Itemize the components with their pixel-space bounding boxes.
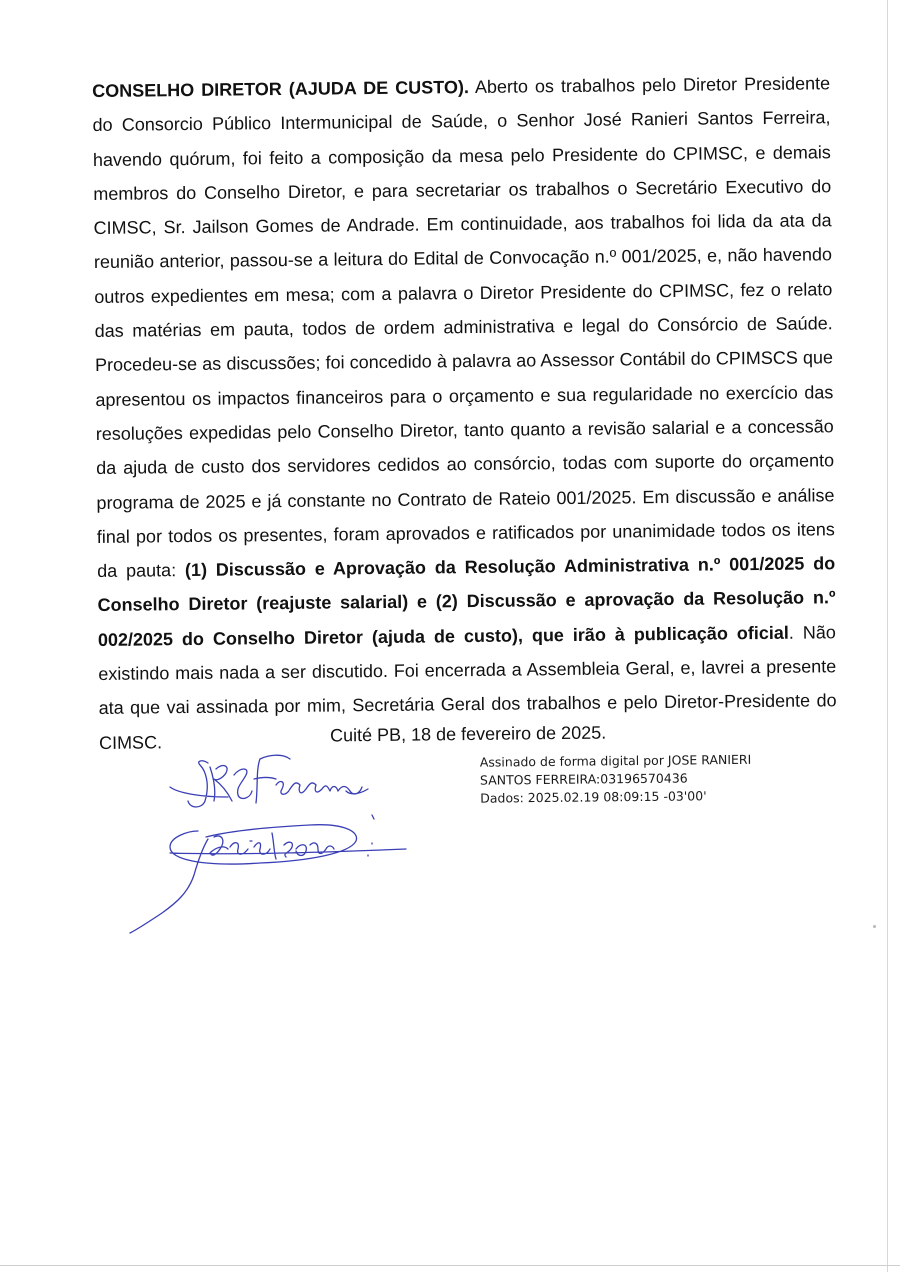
scan-speck [873, 925, 876, 928]
signature-ferreira [170, 755, 368, 807]
paragraph-text-part1: Aberto os trabalhos pelo Diretor Presidente do Consorcio Público Intermunicipal de Saúde, o Senhor José Ranieri Santos Ferreira, havendo quórum, foi feito a composição da mesa pelo Presidente do CPIMSC, e demais membros do Conselho Diretor, e para secretariar os trabalhos o Secretário Executivo do CIMSC, Sr. Jailson Gomes de Andrade. Em continuidade, aos trabalhos foi lida da ata da reunião anterior, passou-se a leitura do Edital de Convocação n.º 001/2025, e, não havendo outros expedientes em mesa; com a palavra o Diretor Presidente do CPIMSC, fez o relato das matérias em pauta, todos de ordem administrativa e legal do Consórcio de Saúde. Procedeu-se as discussões; foi concedido à palavra ao Assessor Contábil do CPIMSCS que apresentou os impactos financeiros para o orçamento e sua regularidade no exercício das resoluções expedidas pelo Conselho Diretor, tanto quanto a revisão salarial e a concessão da ajuda de custo dos servidores cedidos ao consórcio, todas com suporte do orçamento programa de 2025 e já constante no Contrato de Rateio 001/2025. Em discussão e análise final por todos os presentes, foram aprovados e ratificados por unanimidade todos os itens da pauta: [92, 73, 835, 582]
page-edge-bottom [0, 1265, 900, 1266]
digital-signature-line2: SANTOS FERREIRA:03196570436 [479, 770, 688, 788]
digital-signature-line3: Dados: 2025.02.19 08:09:15 -03'00' [480, 788, 707, 806]
approved-items: (1) Discussão e Aprovação da Resolução Administrativa n.º 001/2025 do Conselho Diretor (reajuste salarial) e (2) Discussão e aprovação da Resolução n.º 002/2025 do Conselho Diretor (ajuda de custo), que irão à publicação oficial [97, 553, 836, 650]
date-place-line: Cuité PB, 18 de fevereiro de 2025. [329, 722, 607, 746]
signature-jailson [130, 815, 406, 933]
minutes-paragraph [92, 66, 837, 760]
digital-signature-line1: Assinado de forma digital por JOSE RANIERI [479, 751, 752, 770]
digital-signature-stamp [480, 750, 801, 807]
page-edge-right [887, 0, 888, 1272]
paragraph-text-part2: . Não existindo mais nada a ser discutido. Foi encerrada a Assembleia Geral, e, lavrei a presente ata que vai assinada por mim, Secretária Geral dos trabalhos e pelo Diretor-Presidente do CIMSC. [98, 621, 837, 753]
section-heading: CONSELHO DIRETOR (AJUDA DE CUSTO). [92, 77, 469, 101]
handwritten-signatures [110, 745, 420, 935]
